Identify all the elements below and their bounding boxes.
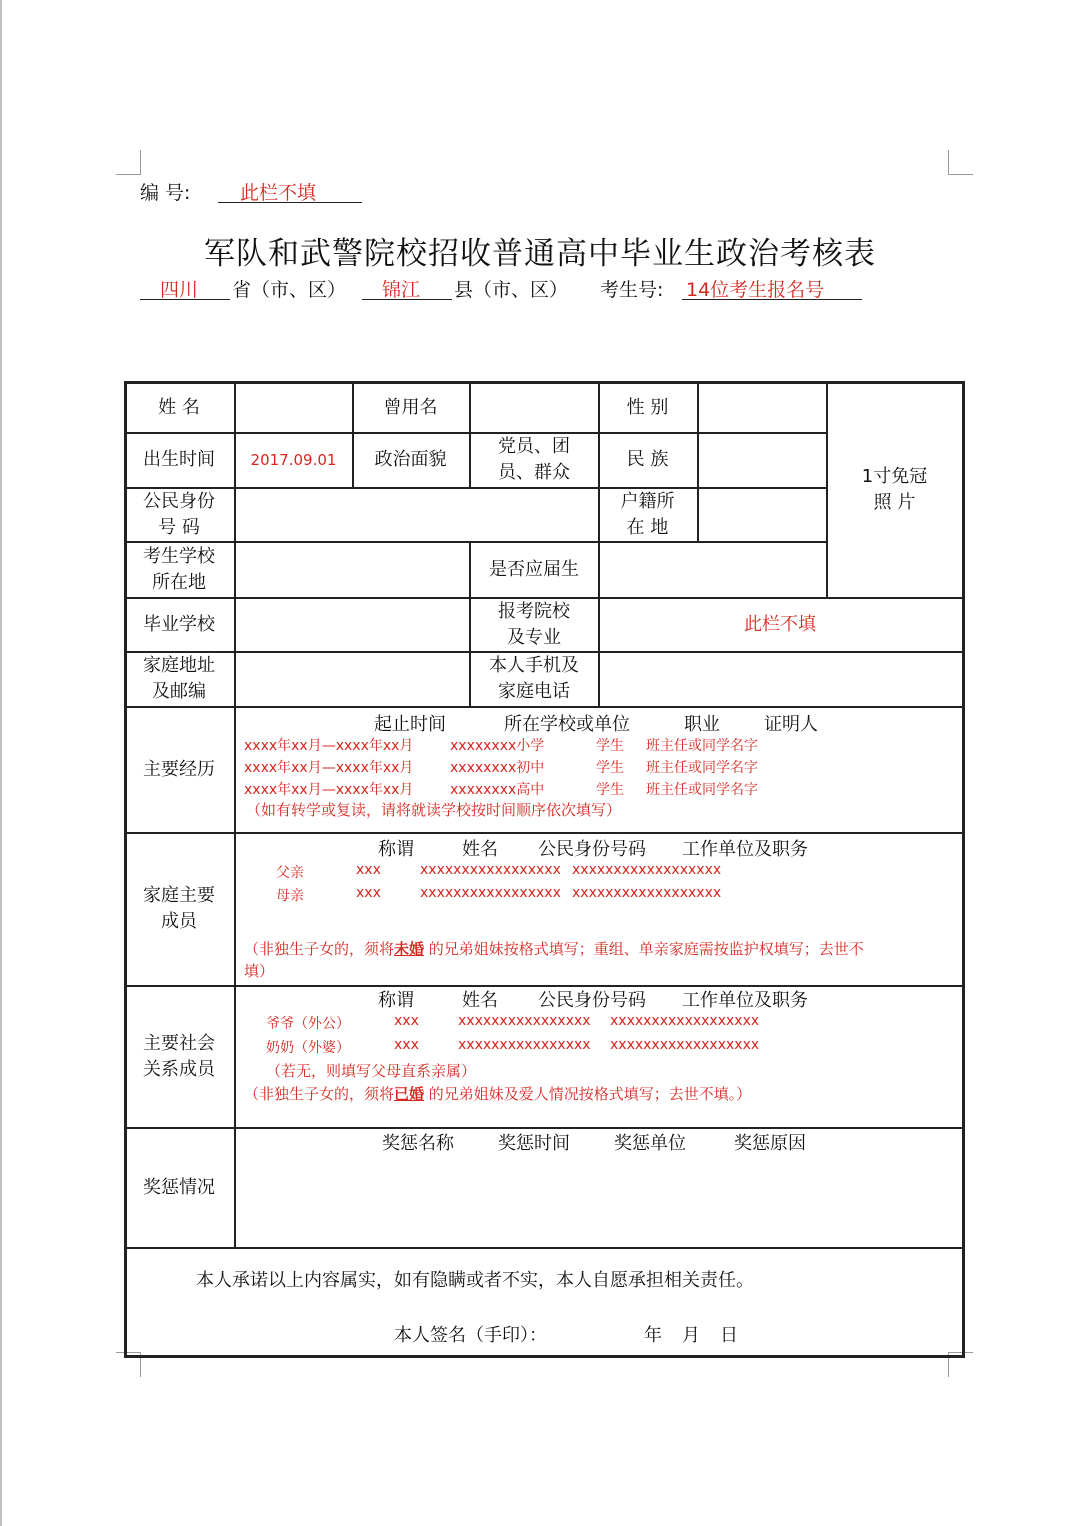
family-note-part1: （非独生子女的，须将 bbox=[244, 940, 395, 958]
school-location-label-line2: 所在地 bbox=[152, 571, 206, 593]
experience-row3-school: xxxxxxxx高中 bbox=[450, 782, 545, 798]
signature-label[interactable]: 本人签名（手印）： bbox=[394, 1325, 547, 1346]
experience-header-school: 所在学校或单位 bbox=[504, 714, 630, 735]
photo-box[interactable] bbox=[827, 382, 962, 598]
social-label bbox=[124, 986, 234, 1127]
hukou-label bbox=[598, 488, 697, 541]
awards-header-reason: 奖惩原因 bbox=[734, 1133, 806, 1154]
experience-row2-period: xxxx年xx月—xxxx年xx月 bbox=[244, 760, 414, 776]
photo-label-line1: 1寸免冠 bbox=[861, 466, 928, 487]
province-label: 省（市、区） bbox=[232, 279, 347, 301]
experience-label: 主要经历 bbox=[143, 758, 215, 780]
social-note-part1: （非独生子女的，须将 bbox=[244, 1085, 395, 1103]
county-value: 锦江 bbox=[382, 279, 421, 301]
social-row2-relation: 奶奶（外婆） bbox=[266, 1040, 350, 1056]
phone-label-line1: 本人手机及 bbox=[489, 655, 579, 676]
experience-row2-witness: 班主任或同学名字 bbox=[646, 760, 758, 776]
grad-school-field[interactable] bbox=[235, 598, 469, 651]
experience-row2-occupation: 学生 bbox=[596, 760, 624, 776]
county-label: 县（市、区） bbox=[454, 279, 569, 301]
social-label-line1: 主要社会 bbox=[143, 1032, 215, 1054]
id-label-line1: 公民身份 bbox=[143, 490, 215, 512]
family-label bbox=[124, 833, 234, 985]
birth-value[interactable]: 2017.09.01 bbox=[250, 451, 337, 469]
family-header-name: 姓名 bbox=[462, 839, 498, 860]
name-label: 姓 名 bbox=[158, 396, 200, 418]
gender-label: 性 别 bbox=[626, 396, 669, 418]
social-label-line2: 关系成员 bbox=[143, 1058, 215, 1080]
birth-label: 出生时间 bbox=[143, 449, 215, 470]
experience-row3-period: xxxx年xx月—xxxx年xx月 bbox=[244, 782, 414, 798]
social-header-relation: 称谓 bbox=[378, 990, 414, 1011]
awards-header-time: 奖惩时间 bbox=[498, 1133, 570, 1154]
address-label-line1: 家庭地址 bbox=[143, 655, 215, 676]
county-underline bbox=[362, 299, 452, 300]
social-note-part2: 的兄弟姐妹及爱人情况按格式填写；去世不填。） bbox=[424, 1085, 752, 1103]
province-underline bbox=[140, 299, 230, 300]
gender-field[interactable] bbox=[698, 382, 826, 433]
social-header-work: 工作单位及职务 bbox=[682, 990, 808, 1011]
family-row2-relation: 母亲 bbox=[276, 888, 304, 904]
family-note bbox=[244, 938, 864, 959]
pledge-text: 本人承诺以上内容属实，如有隐瞒或者不实，本人自愿承担相关责任。 bbox=[196, 1270, 754, 1291]
province-value: 四川 bbox=[160, 279, 199, 301]
apply-label-line2: 及专业 bbox=[507, 626, 561, 648]
social-note-none: （若无，则填写父母直系亲属） bbox=[266, 1062, 477, 1080]
social-row1-relation: 爷爷（外公） bbox=[266, 1016, 350, 1032]
experience-row1-witness: 班主任或同学名字 bbox=[646, 738, 758, 754]
exam-no-label: 考生号: bbox=[600, 279, 664, 301]
hukou-field[interactable] bbox=[698, 488, 826, 541]
family-note-emphasis: 未婚 bbox=[394, 940, 425, 958]
exam-no-underline bbox=[682, 299, 862, 300]
political-value-line2: 员、群众 bbox=[498, 462, 570, 483]
social-row2-name: xxx bbox=[394, 1037, 419, 1053]
experience-note: （如有转学或复读，请将就读学校按时间顺序依次填写） bbox=[246, 801, 622, 819]
experience-row3-occupation: 学生 bbox=[596, 782, 624, 798]
social-row2-work: xxxxxxxxxxxxxxxxxx bbox=[610, 1037, 760, 1053]
social-note-emphasis: 已婚 bbox=[394, 1085, 425, 1103]
crop-mark-top-right bbox=[948, 150, 973, 175]
family-label-line1: 家庭主要 bbox=[143, 885, 215, 906]
social-row1-work: xxxxxxxxxxxxxxxxxx bbox=[610, 1013, 760, 1029]
address-label bbox=[124, 652, 234, 706]
family-note-end: 填） bbox=[244, 962, 275, 980]
former-name-label: 曾用名 bbox=[383, 396, 438, 418]
date-month: 月 bbox=[682, 1325, 700, 1346]
serial-underline bbox=[218, 202, 362, 203]
experience-header-period: 起止时间 bbox=[374, 714, 446, 735]
address-label-line2: 及邮编 bbox=[152, 681, 206, 702]
family-header-relation: 称谓 bbox=[378, 839, 414, 860]
family-row2-id: xxxxxxxxxxxxxxxxx bbox=[420, 885, 561, 901]
date-year: 年 bbox=[644, 1325, 662, 1346]
political-label: 政治面貌 bbox=[374, 449, 447, 470]
social-row1-name: xxx bbox=[394, 1013, 419, 1029]
serial-label: 编 号: bbox=[140, 182, 191, 204]
family-row2-name: xxx bbox=[356, 885, 381, 901]
family-row1-relation: 父亲 bbox=[276, 865, 304, 881]
social-header-name: 姓名 bbox=[462, 990, 498, 1011]
exam-no-value: 14位考生报名号 bbox=[686, 279, 825, 301]
family-row1-id: xxxxxxxxxxxxxxxxx bbox=[420, 862, 561, 878]
experience-row1-occupation: 学生 bbox=[596, 738, 624, 754]
experience-row1-school: xxxxxxxx小学 bbox=[450, 738, 545, 754]
serial-value: 此栏不填 bbox=[240, 182, 317, 204]
family-row2-work: xxxxxxxxxxxxxxxxxx bbox=[572, 885, 722, 901]
id-field[interactable] bbox=[235, 488, 598, 541]
fresh-grad-field[interactable] bbox=[598, 542, 826, 597]
page-title: 军队和武警院校招收普通高中毕业生政治考核表 bbox=[204, 236, 876, 272]
school-location-label-line1: 考生学校 bbox=[143, 545, 215, 567]
political-field[interactable] bbox=[470, 433, 598, 487]
fresh-grad-label: 是否应届生 bbox=[489, 558, 579, 580]
grad-school-label: 毕业学校 bbox=[143, 613, 215, 635]
apply-value[interactable]: 此栏不填 bbox=[744, 613, 816, 635]
hukou-label-line1: 户籍所 bbox=[620, 490, 675, 512]
phone-label-line2: 家庭电话 bbox=[498, 681, 570, 702]
school-location-label bbox=[124, 542, 234, 597]
name-field[interactable] bbox=[235, 382, 352, 433]
social-row2-id: xxxxxxxxxxxxxxxx bbox=[458, 1037, 591, 1053]
family-header-id: 公民身份号码 bbox=[538, 839, 646, 860]
apply-label-line1: 报考院校 bbox=[498, 600, 570, 622]
ethnic-label: 民 族 bbox=[626, 449, 669, 470]
photo-label-line2: 照 片 bbox=[873, 492, 916, 513]
school-location-field[interactable] bbox=[235, 542, 469, 597]
social-header-id: 公民身份号码 bbox=[538, 990, 646, 1011]
experience-header-witness: 证明人 bbox=[764, 714, 818, 735]
phone-label bbox=[470, 652, 598, 706]
social-note bbox=[244, 1083, 751, 1104]
family-row1-work: xxxxxxxxxxxxxxxxxx bbox=[572, 862, 722, 878]
awards-header-name: 奖惩名称 bbox=[382, 1133, 454, 1154]
phone-field[interactable] bbox=[598, 652, 962, 706]
awards-label: 奖惩情况 bbox=[143, 1176, 215, 1198]
awards-header-unit: 奖惩单位 bbox=[614, 1133, 686, 1154]
date-day: 日 bbox=[720, 1325, 738, 1346]
former-name-field[interactable] bbox=[470, 382, 598, 433]
family-row1-name: xxx bbox=[356, 862, 381, 878]
id-label-line2: 号 码 bbox=[158, 516, 200, 538]
experience-header-occupation: 职业 bbox=[684, 714, 720, 735]
apply-label bbox=[470, 598, 598, 651]
experience-row2-school: xxxxxxxx初中 bbox=[450, 760, 545, 776]
ethnic-field[interactable] bbox=[698, 433, 826, 487]
experience-row1-period: xxxx年xx月—xxxx年xx月 bbox=[244, 738, 414, 754]
crop-mark-top-left bbox=[116, 150, 141, 175]
family-note-part2: 的兄弟姐妹按格式填写；重组、单亲家庭需按监护权填写；去世不 bbox=[424, 940, 864, 958]
experience-row3-witness: 班主任或同学名字 bbox=[646, 782, 758, 798]
political-value-line1: 党员、团 bbox=[498, 436, 570, 457]
social-row1-id: xxxxxxxxxxxxxxxx bbox=[458, 1013, 591, 1029]
hukou-label-line2: 在 地 bbox=[626, 516, 669, 538]
family-label-line2: 成员 bbox=[161, 911, 197, 932]
address-field[interactable] bbox=[235, 652, 469, 706]
id-label bbox=[124, 488, 234, 541]
family-header-work: 工作单位及职务 bbox=[682, 839, 808, 860]
